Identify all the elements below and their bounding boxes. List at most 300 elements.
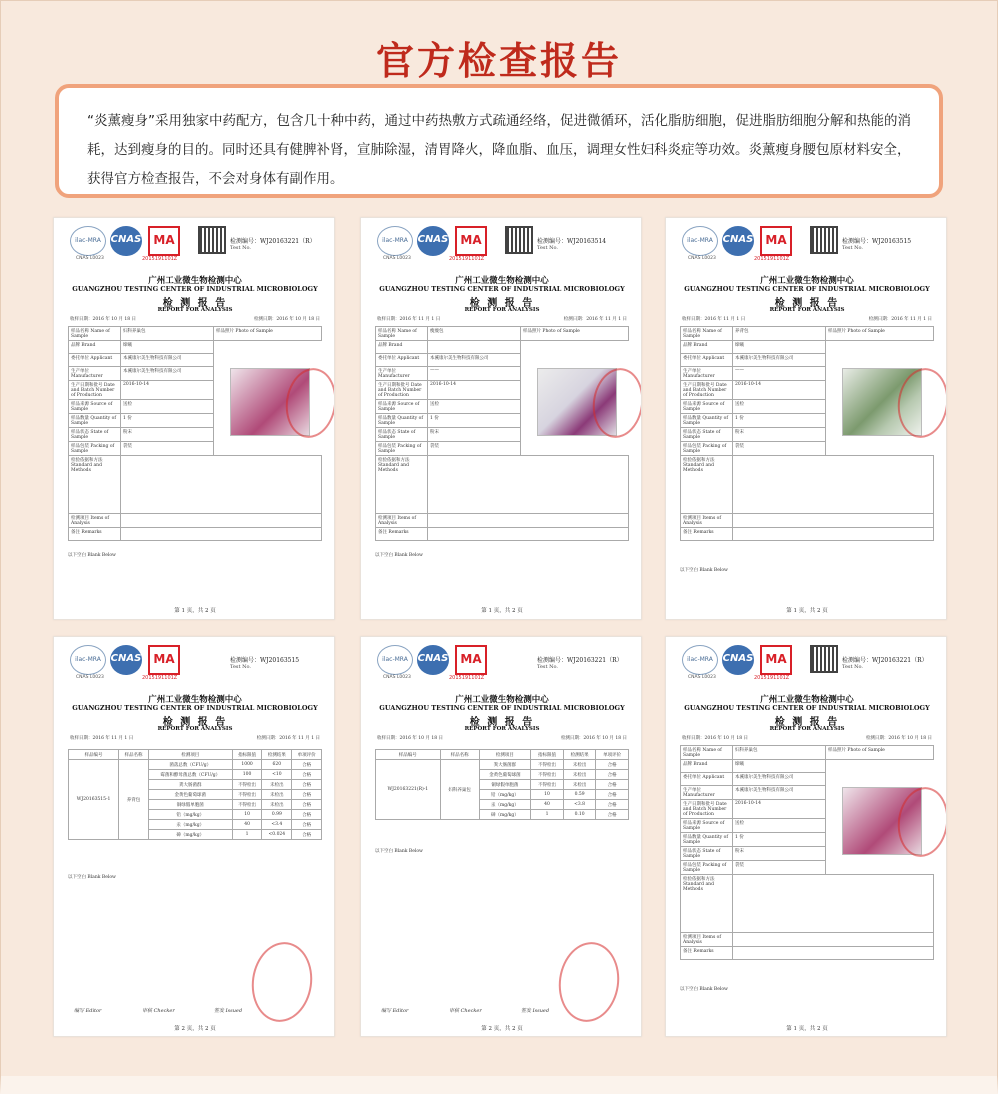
result-cell: 粪大肠菌群: [148, 780, 232, 790]
report-number: 检测编号：WJ20163514: [537, 238, 607, 245]
info-row: [681, 341, 934, 354]
report-card[interactable]: [360, 636, 642, 1037]
center-name-cn: 广州工业微生物检测中心: [148, 276, 242, 286]
page-number: 第 1 页，共 2 页: [174, 608, 216, 614]
report-card[interactable]: [665, 636, 947, 1037]
report-card[interactable]: [53, 636, 335, 1037]
center-name-en: GUANGZHOU TESTING CENTER OF INDUSTRIAL MICROBIOLOGY: [72, 704, 318, 712]
report-card[interactable]: [360, 217, 642, 620]
qr-code-icon: [198, 226, 226, 254]
signature-label: 签发 Issued: [521, 1008, 550, 1014]
result-cell: 金黄色葡萄球菌: [148, 790, 232, 800]
result-cell: 40: [232, 820, 262, 830]
field-label: 品牌 Brand: [376, 341, 428, 354]
result-cell: 1000: [232, 760, 262, 770]
cnas-id: CNAS L0023: [688, 256, 716, 261]
test-no-label: Test No.: [842, 664, 863, 670]
field-label: 样品状态 State of Sample: [681, 428, 733, 442]
result-cell: 合格: [292, 760, 322, 770]
info-row: [681, 514, 934, 528]
result-cell: 粪大肠菌群: [479, 760, 531, 770]
qr-code-icon: [810, 645, 838, 673]
results-header: [376, 750, 629, 760]
field-value: 2016-10-14: [733, 800, 826, 819]
result-cell: 铜绿假单胞菌: [479, 780, 531, 790]
result-cell: 1: [232, 830, 262, 840]
result-cell: 未检出: [262, 800, 292, 810]
field-value: 缔曦: [733, 760, 826, 773]
qr-code-icon: [810, 226, 838, 254]
date-received: 收样日期：2016 年 10 月 18 日: [70, 317, 137, 322]
signature-label: 编写 Editor: [74, 1008, 102, 1014]
field-value: 粉末: [428, 428, 521, 442]
header-cell: 指标限值: [531, 750, 564, 760]
blank-below: 以下空白 Blank Below: [68, 553, 116, 558]
blank-below: 以下空白 Blank Below: [680, 987, 728, 992]
signature-label: 编写 Editor: [381, 1008, 409, 1014]
signature-label: 审核 Checker: [449, 1008, 482, 1014]
info-row: [69, 354, 322, 367]
red-seal: [247, 938, 318, 1026]
signature-label: 审核 Checker: [142, 1008, 175, 1014]
date-received: 收样日期：2016 年 10 月 18 日: [377, 736, 444, 741]
page-number: 第 2 页，共 2 页: [481, 1026, 523, 1032]
cnas-logo: CNAS: [722, 645, 754, 675]
cnas-logo: CNAS: [722, 226, 754, 256]
page-title: 官方检查报告: [375, 39, 622, 83]
photo-label: 样品照片 Photo of Sample: [826, 327, 934, 341]
date-received: 收样日期：2016 年 11 月 1 日: [377, 317, 441, 322]
field-value: 送检: [121, 400, 214, 414]
result-cell: 合格: [292, 800, 322, 810]
field-value: [733, 933, 934, 947]
date-row: [70, 316, 320, 322]
field-value: [733, 514, 934, 528]
info-row: [681, 456, 934, 514]
report-title-cn: 检 测 报 告: [469, 717, 535, 728]
field-value: 粉末: [121, 428, 214, 442]
test-no-label: Test No.: [230, 664, 251, 670]
info-row: [681, 933, 934, 947]
result-cell: 铅（mg/kg）: [479, 790, 531, 800]
report-header: [676, 226, 938, 262]
result-cell: <3.4: [262, 820, 292, 830]
field-value: 2016-10-14: [121, 381, 214, 400]
field-value: 1 份: [121, 414, 214, 428]
result-cell: 未检出: [262, 790, 292, 800]
report-title-cn: 检 测 报 告: [774, 298, 840, 309]
info-row: [376, 327, 629, 341]
field-value: 1 份: [733, 414, 826, 428]
report-title-en: REPORT FOR ANALYSIS: [769, 307, 845, 313]
cnas-id: CNAS L0023: [76, 256, 104, 261]
ma-logo: MA: [148, 226, 180, 256]
field-label: 样品名称 Name of Sample: [681, 327, 733, 341]
center-name-en: GUANGZHOU TESTING CENTER OF INDUSTRIAL MICROBIOLOGY: [684, 704, 930, 712]
info-row: [69, 327, 322, 341]
field-label: 检测项目 Items of Analysis: [681, 514, 733, 528]
cnas-id: CNAS L0023: [76, 675, 104, 680]
result-cell: 合格: [292, 810, 322, 820]
date-analyzed: 检测日期：2016 年 10 月 18 日: [560, 736, 627, 741]
info-row: [69, 341, 322, 354]
blank-below: 以下空白 Blank Below: [68, 875, 116, 880]
field-label: 生产单位 Manufacturer: [69, 367, 121, 381]
page-number: 第 1 页，共 2 页: [786, 608, 828, 614]
field-label: 样品来源 Source of Sample: [681, 819, 733, 833]
date-row: [682, 316, 932, 322]
result-cell: 合格: [596, 800, 629, 810]
field-value: [121, 514, 322, 528]
result-cell: 0.99: [262, 810, 292, 820]
field-value: 送检: [428, 400, 521, 414]
field-label: 检验依据和方法 Standard and Methods: [681, 456, 733, 514]
cnas-logo: CNAS: [417, 645, 449, 675]
ma-id: 2015191101Z: [754, 256, 790, 262]
field-value: 粉末: [733, 847, 826, 861]
test-no-label: Test No.: [537, 245, 558, 251]
test-no-label: Test No.: [842, 245, 863, 251]
field-label: 检测项目 Items of Analysis: [681, 933, 733, 947]
sample-name: 养背包: [119, 760, 149, 840]
report-title-en: REPORT FOR ANALYSIS: [157, 726, 233, 732]
field-value: 妇科养巢包: [733, 746, 826, 760]
info-row: [69, 528, 322, 541]
field-value: 缔曦: [733, 341, 826, 354]
result-cell: 不得检出: [232, 800, 262, 810]
date-row: [682, 735, 932, 741]
result-cell: <3.8: [563, 800, 596, 810]
result-cell: 不得检出: [531, 770, 564, 780]
photo-label: 样品照片 Photo of Sample: [521, 327, 629, 341]
ma-logo: MA: [455, 226, 487, 256]
field-label: 样品包装 Packing of Sample: [69, 442, 121, 456]
result-cell: 菌落总数（CFU/g）: [148, 760, 232, 770]
ilac-logo: ilac-MRA: [377, 645, 413, 675]
report-header: [676, 645, 938, 681]
page-number: 第 1 页，共 2 页: [786, 1026, 828, 1032]
field-label: 委托单位 Applicant: [376, 354, 428, 367]
info-row: [69, 442, 322, 456]
result-cell: 1: [531, 810, 564, 820]
field-label: 委托单位 Applicant: [681, 773, 733, 786]
center-name-cn: 广州工业微生物检测中心: [455, 276, 549, 286]
qr-code-icon: [505, 226, 533, 254]
field-label: 样品名称 Name of Sample: [376, 327, 428, 341]
cnas-logo: CNAS: [110, 226, 142, 256]
result-cell: 合格: [292, 770, 322, 780]
info-row: [376, 341, 629, 354]
field-label: 生产单位 Manufacturer: [681, 367, 733, 381]
field-value: 妇科养巢包: [121, 327, 214, 341]
info-row: [376, 456, 629, 514]
field-value: [428, 341, 521, 354]
center-name-en: GUANGZHOU TESTING CENTER OF INDUSTRIAL MICROBIOLOGY: [379, 285, 625, 293]
field-label: 委托单位 Applicant: [681, 354, 733, 367]
field-value: 袋装: [733, 861, 826, 875]
date-row: [70, 735, 320, 741]
field-label: 检验依据和方法 Standard and Methods: [681, 875, 733, 933]
cnas-logo: CNAS: [110, 645, 142, 675]
result-cell: 620: [262, 760, 292, 770]
center-name-cn: 广州工业微生物检测中心: [760, 276, 854, 286]
cnas-id: CNAS L0023: [383, 256, 411, 261]
cnas-logo: CNAS: [417, 226, 449, 256]
info-row: [69, 456, 322, 514]
result-cell: 0.10: [563, 810, 596, 820]
field-value: 本溪康尔美生物科技有限公司: [733, 354, 826, 367]
cnas-id: CNAS L0023: [688, 675, 716, 680]
blank-below: 以下空白 Blank Below: [375, 553, 423, 558]
field-label: 样品数量 Quantity of Sample: [69, 414, 121, 428]
field-label: 样品状态 State of Sample: [69, 428, 121, 442]
ma-logo: MA: [760, 645, 792, 675]
sample-id: WJ20163221(R)-1: [376, 760, 441, 820]
field-value: 瘦瘦包: [428, 327, 521, 341]
field-value: 本溪康尔美生物科技有限公司: [733, 786, 826, 800]
ma-id: 2015191101Z: [754, 675, 790, 681]
field-value: ——: [428, 367, 521, 381]
info-row: [681, 442, 934, 456]
field-value: 缔曦: [121, 341, 214, 354]
header-cell: 单项评价: [596, 750, 629, 760]
result-cell: 0.59: [563, 790, 596, 800]
result-cell: 未检出: [563, 780, 596, 790]
result-cell: 合格: [292, 820, 322, 830]
info-row: [681, 746, 934, 760]
result-cell: 汞（mg/kg）: [148, 820, 232, 830]
field-label: 样品来源 Source of Sample: [69, 400, 121, 414]
field-label: 委托单位 Applicant: [69, 354, 121, 367]
result-cell: 不得检出: [232, 790, 262, 800]
date-received: 收样日期：2016 年 11 月 1 日: [70, 736, 134, 741]
field-value: [733, 947, 934, 960]
info-row: [376, 514, 629, 528]
info-row: [681, 861, 934, 875]
result-cell: 霉菌和酵母菌总数（CFU/g）: [148, 770, 232, 780]
result-cell: 铜绿假单胞菌: [148, 800, 232, 810]
test-no-label: Test No.: [230, 245, 251, 251]
field-value: 2016-10-14: [733, 381, 826, 400]
info-row: [681, 528, 934, 541]
report-title-en: REPORT FOR ANALYSIS: [157, 307, 233, 313]
field-value: [121, 528, 322, 541]
date-analyzed: 检测日期：2016 年 10 月 18 日: [253, 317, 320, 322]
ilac-logo: ilac-MRA: [377, 226, 413, 256]
result-cell: <10: [262, 770, 292, 780]
field-value: 本溪康尔美生物科技有限公司: [428, 354, 521, 367]
field-value: [733, 875, 934, 933]
field-value: [121, 456, 322, 514]
result-cell: 合格: [596, 760, 629, 770]
report-number: 检测编号：WJ20163221（R）: [230, 238, 316, 245]
result-cell: 未检出: [563, 760, 596, 770]
field-label: 生产单位 Manufacturer: [376, 367, 428, 381]
result-cell: <0.024: [262, 830, 292, 840]
field-value: 送检: [733, 819, 826, 833]
report-title-en: REPORT FOR ANALYSIS: [464, 726, 540, 732]
result-row: [376, 760, 629, 770]
photo-label: 样品照片 Photo of Sample: [214, 327, 322, 341]
date-row: [377, 735, 627, 741]
result-cell: 合格: [596, 780, 629, 790]
header-cell: 检测结果: [262, 750, 292, 760]
field-label: 生产单位 Manufacturer: [681, 786, 733, 800]
field-value: [428, 528, 629, 541]
center-name-cn: 广州工业微生物检测中心: [455, 695, 549, 705]
result-cell: 40: [531, 800, 564, 810]
cnas-id: CNAS L0023: [383, 675, 411, 680]
info-row: [69, 514, 322, 528]
report-header: [64, 226, 326, 262]
field-label: 备注 Remarks: [681, 947, 733, 960]
report-title-en: REPORT FOR ANALYSIS: [464, 307, 540, 313]
ilac-logo: ilac-MRA: [70, 226, 106, 256]
field-label: 样品来源 Source of Sample: [681, 400, 733, 414]
result-cell: 不得检出: [531, 760, 564, 770]
results-header: [69, 750, 322, 760]
field-label: 生产日期和批号 Date and Batch Number of Production: [69, 381, 121, 400]
field-value: ——: [733, 367, 826, 381]
field-label: 样品包装 Packing of Sample: [681, 442, 733, 456]
field-label: 样品包装 Packing of Sample: [376, 442, 428, 456]
ma-logo: MA: [455, 645, 487, 675]
info-row: [376, 442, 629, 456]
header-cell: 检测结果: [563, 750, 596, 760]
result-cell: 不得检出: [232, 780, 262, 790]
result-cell: 合格: [292, 830, 322, 840]
report-title-cn: 检 测 报 告: [162, 717, 228, 728]
header-cell: 样品名称: [440, 750, 479, 760]
field-label: 检验依据和方法 Standard and Methods: [69, 456, 121, 514]
blank-below: 以下空白 Blank Below: [375, 849, 423, 854]
result-cell: 砷（mg/kg）: [479, 810, 531, 820]
date-received: 收样日期：2016 年 11 月 1 日: [682, 317, 746, 322]
center-name-en: GUANGZHOU TESTING CENTER OF INDUSTRIAL MICROBIOLOGY: [72, 285, 318, 293]
field-label: 样品数量 Quantity of Sample: [681, 414, 733, 428]
report-card[interactable]: [665, 217, 947, 620]
ma-logo: MA: [760, 226, 792, 256]
field-label: 生产日期和批号 Date and Batch Number of Production: [681, 800, 733, 819]
header-cell: 检测项目: [148, 750, 232, 760]
field-value: 袋装: [428, 442, 521, 456]
ma-id: 2015191101Z: [449, 256, 485, 262]
field-value: [428, 456, 629, 514]
result-cell: 未检出: [262, 780, 292, 790]
report-header: [64, 645, 326, 681]
header-cell: 指标限值: [232, 750, 262, 760]
field-label: 品牌 Brand: [681, 341, 733, 354]
signature-label: 签发 Issued: [214, 1008, 243, 1014]
result-cell: 100: [232, 770, 262, 780]
ma-logo: MA: [148, 645, 180, 675]
field-label: 生产日期和批号 Date and Batch Number of Production: [681, 381, 733, 400]
report-title-en: REPORT FOR ANALYSIS: [769, 726, 845, 732]
date-received: 收样日期：2016 年 10 月 18 日: [682, 736, 749, 741]
intro-box: “炎薰瘦身”采用独家中药配方，包含几十种中药，通过中药热敷方式疏通经络，促进微循环，活化脂肪细胞，促进脂肪细胞分解和热能的消耗，达到瘦身的目的。同时还具有健脾补肾，宣肺除湿，清胃降火，降血脂、血压，调理女性妇科炎症等功效。炎薰瘦身腰包原材料安全，获得官方检查报告，不会对身体有副作用。: [55, 84, 943, 198]
date-row: [377, 316, 627, 322]
report-title-cn: 检 测 报 告: [469, 298, 535, 309]
result-cell: 铅（mg/kg）: [148, 810, 232, 820]
header-cell: 样品编号: [376, 750, 441, 760]
ma-id: 2015191101Z: [449, 675, 485, 681]
field-label: 样品包装 Packing of Sample: [681, 861, 733, 875]
result-cell: 合格: [596, 810, 629, 820]
field-label: 备注 Remarks: [376, 528, 428, 541]
report-number: 检测编号：WJ20163515: [230, 657, 300, 664]
field-label: 样品名称 Name of Sample: [69, 327, 121, 341]
ma-id: 2015191101Z: [142, 675, 178, 681]
results-table: [68, 749, 322, 840]
field-value: 袋装: [121, 442, 214, 456]
field-value: 2016-10-14: [428, 381, 521, 400]
date-analyzed: 检测日期：2016 年 11 月 1 日: [563, 317, 627, 322]
field-label: 样品状态 State of Sample: [681, 847, 733, 861]
info-row: [681, 354, 934, 367]
report-number: 检测编号：WJ20163515: [842, 238, 912, 245]
field-label: 检验依据和方法 Standard and Methods: [376, 456, 428, 514]
field-label: 生产日期和批号 Date and Batch Number of Production: [376, 381, 428, 400]
field-label: 备注 Remarks: [69, 528, 121, 541]
info-row: [376, 528, 629, 541]
ilac-logo: ilac-MRA: [70, 645, 106, 675]
result-cell: 汞（mg/kg）: [479, 800, 531, 810]
field-value: 本溪康尔美生物科技有限公司: [121, 367, 214, 381]
blank-below: 以下空白 Blank Below: [680, 568, 728, 573]
field-value: 1 份: [428, 414, 521, 428]
report-card[interactable]: [53, 217, 335, 620]
report-header: [371, 645, 633, 681]
header-cell: 样品名称: [119, 750, 149, 760]
sample-name: 妇科养巢包: [440, 760, 479, 820]
report-title-cn: 检 测 报 告: [774, 717, 840, 728]
result-cell: 金黄色葡萄球菌: [479, 770, 531, 780]
field-label: 备注 Remarks: [681, 528, 733, 541]
field-label: 样品状态 State of Sample: [376, 428, 428, 442]
result-cell: 10: [232, 810, 262, 820]
info-row: [681, 947, 934, 960]
date-analyzed: 检测日期：2016 年 11 月 1 日: [868, 317, 932, 322]
field-value: [733, 456, 934, 514]
results-table: [375, 749, 629, 820]
field-value: 本溪康尔美生物科技有限公司: [121, 354, 214, 367]
info-row: [681, 875, 934, 933]
field-label: 品牌 Brand: [681, 760, 733, 773]
field-label: 样品数量 Quantity of Sample: [681, 833, 733, 847]
result-cell: 合格: [292, 790, 322, 800]
center-name-en: GUANGZHOU TESTING CENTER OF INDUSTRIAL MICROBIOLOGY: [379, 704, 625, 712]
report-title-cn: 检 测 报 告: [162, 298, 228, 309]
sample-id: WJ20163515-1: [69, 760, 119, 840]
result-cell: 未检出: [563, 770, 596, 780]
date-analyzed: 检测日期：2016 年 11 月 1 日: [256, 736, 320, 741]
photo-label: 样品照片 Photo of Sample: [826, 746, 934, 760]
ilac-logo: ilac-MRA: [682, 645, 718, 675]
date-analyzed: 检测日期：2016 年 10 月 18 日: [865, 736, 932, 741]
result-cell: 合格: [596, 770, 629, 780]
field-label: 品牌 Brand: [69, 341, 121, 354]
field-value: [733, 528, 934, 541]
report-header: [371, 226, 633, 262]
center-name-cn: 广州工业微生物检测中心: [148, 695, 242, 705]
field-value: 本溪康尔美生物科技有限公司: [733, 773, 826, 786]
field-value: 袋装: [733, 442, 826, 456]
page-number: 第 1 页，共 2 页: [481, 608, 523, 614]
red-seal: [554, 938, 625, 1026]
field-value: [428, 514, 629, 528]
field-value: 粉末: [733, 428, 826, 442]
info-row: [376, 354, 629, 367]
